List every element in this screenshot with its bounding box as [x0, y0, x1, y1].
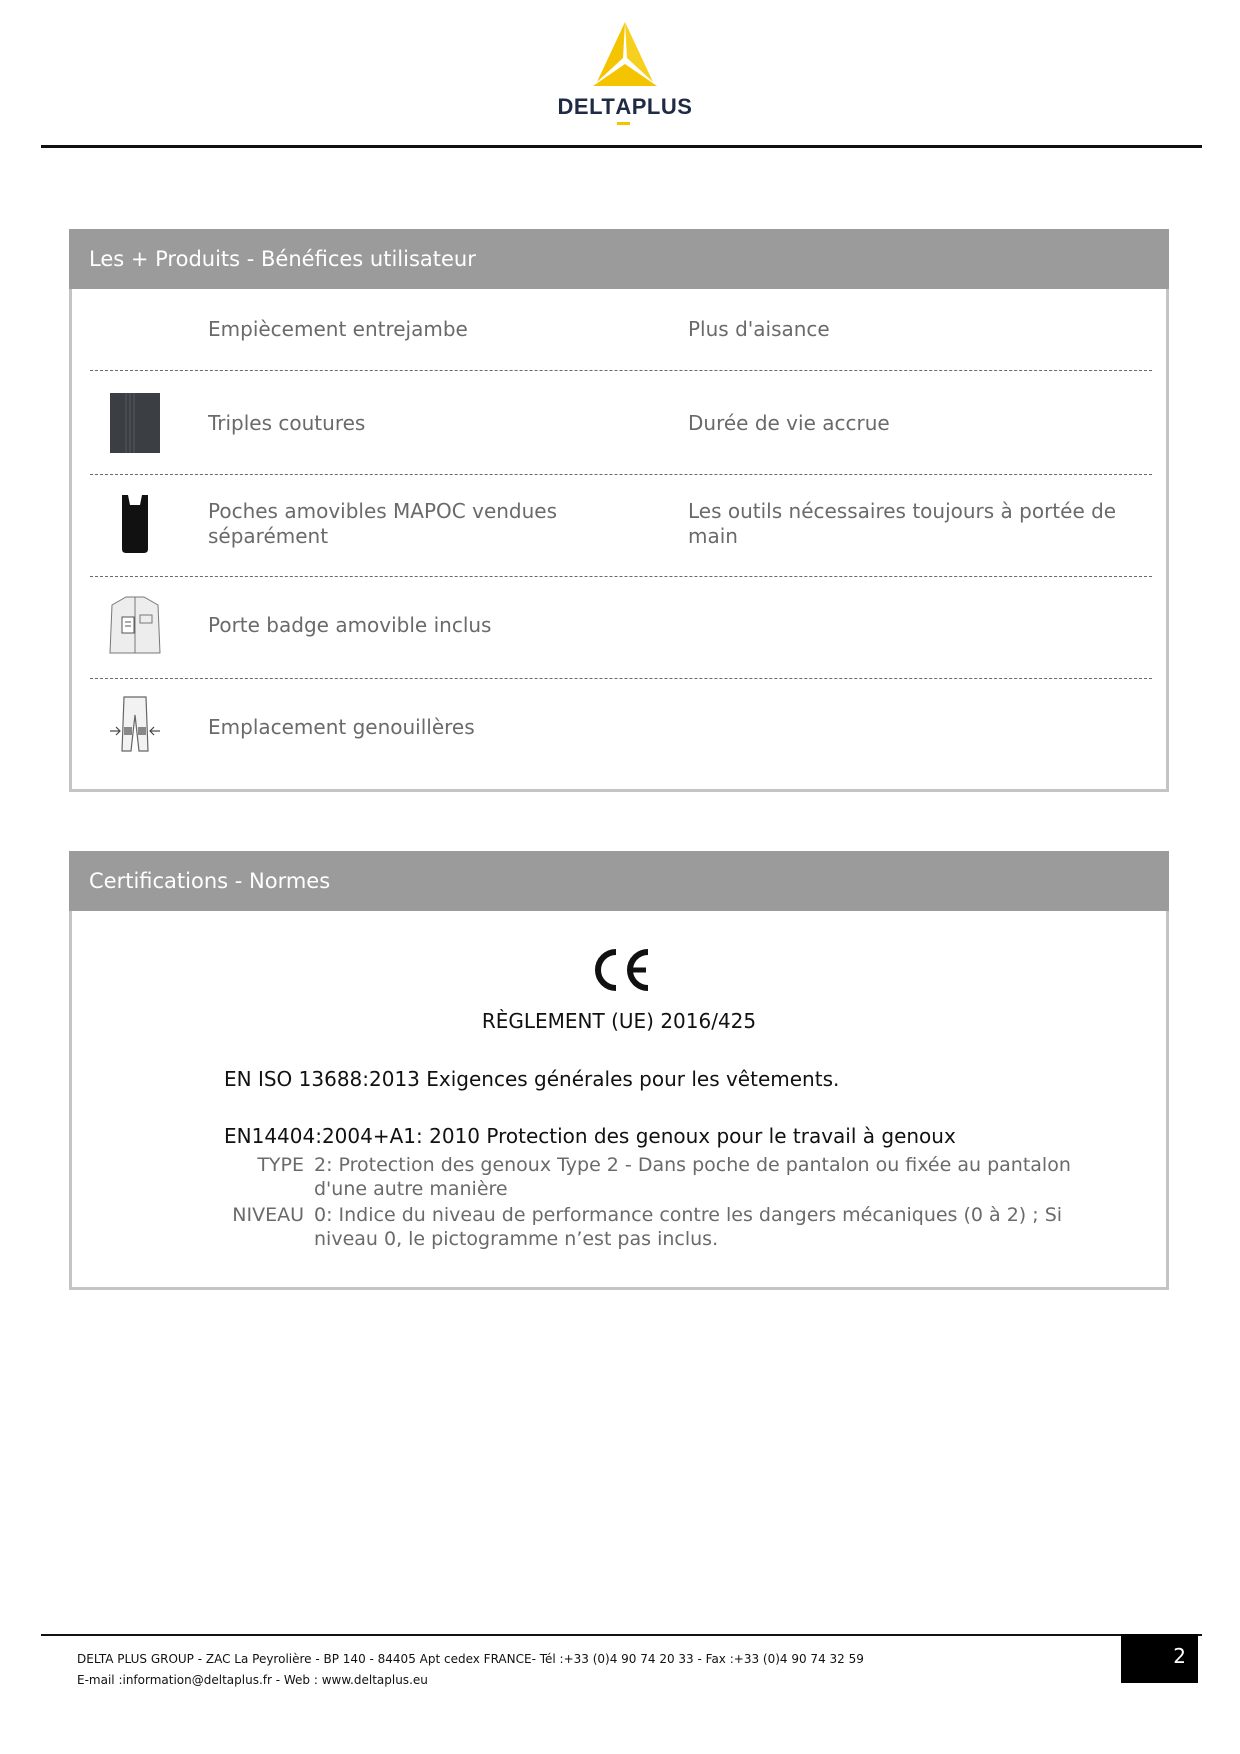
page-number: 2 [1173, 1644, 1186, 1668]
footer-contact [77, 1649, 864, 1691]
header-rule [41, 145, 1202, 148]
benefit-row [90, 577, 1152, 679]
standard-14404: EN14404:2004+A1: 2010 Protection des genoux pour le travail à genoux [224, 1124, 956, 1148]
page-number-box [1121, 1634, 1198, 1683]
benefits-title: Les + Produits - Bénéfices utilisateur [69, 229, 1169, 289]
tool-pouch-icon [108, 493, 162, 553]
regulation-text: RÈGLEMENT (UE) 2016/425 [481, 1009, 757, 1033]
benefit-text: Plus d'aisance [688, 317, 830, 341]
benefit-row [90, 289, 1152, 371]
logo-wordmark: DELTAPLUS [557, 94, 693, 119]
feature-text: Porte badge amovible inclus [208, 613, 492, 637]
jacket-badge-icon [108, 595, 162, 655]
certifications-section [69, 851, 1169, 1290]
footer-address: DELTA PLUS GROUP - ZAC La Peyrolière - BP 140 - 84405 Apt cedex FRANCE- Tél :+33 (0)4 90 74 20 33 - Fax :+33 (0)4 90 74 32 59 [77, 1652, 864, 1666]
footer-email-web: E-mail :information@deltaplus.fr - Web : www.deltaplus.eu [77, 1673, 428, 1687]
fabric-swatch-icon [108, 393, 162, 453]
benefit-row [90, 371, 1152, 475]
certifications-title: Certifications - Normes [69, 851, 1169, 911]
deltaplus-logo [545, 20, 705, 125]
feature-text: Emplacement genouillères [208, 715, 475, 739]
benefit-text: Les outils nécessaires toujours à portée de main [688, 499, 1117, 548]
benefit-row [90, 475, 1152, 577]
feature-text: Triples coutures [208, 411, 366, 435]
feature-text: Empiècement entrejambe [208, 317, 468, 341]
detail-key: TYPE [257, 1154, 304, 1176]
kneepad-trousers-icon [108, 695, 162, 755]
feature-text: Poches amovibles MAPOC vendues séparément [208, 499, 558, 548]
benefits-section [69, 229, 1169, 792]
detail-key: NIVEAU [232, 1204, 304, 1226]
delta-triangle-icon [585, 20, 665, 90]
ce-mark-icon [590, 946, 654, 994]
benefit-text: Durée de vie accrue [688, 411, 890, 435]
detail-value: 0: Indice du niveau de performance contre les dangers mécaniques (0 à 2) ; Si niveau 0, le pictogramme n’est pas inclus. [314, 1204, 1063, 1250]
standard-13688: EN ISO 13688:2013 Exigences générales pour les vêtements. [224, 1067, 840, 1091]
footer-rule [41, 1634, 1202, 1636]
benefit-row [90, 679, 1152, 779]
detail-value: 2: Protection des genoux Type 2 - Dans poche de pantalon ou fixée au pantalon d'une autre manière [314, 1154, 1071, 1200]
